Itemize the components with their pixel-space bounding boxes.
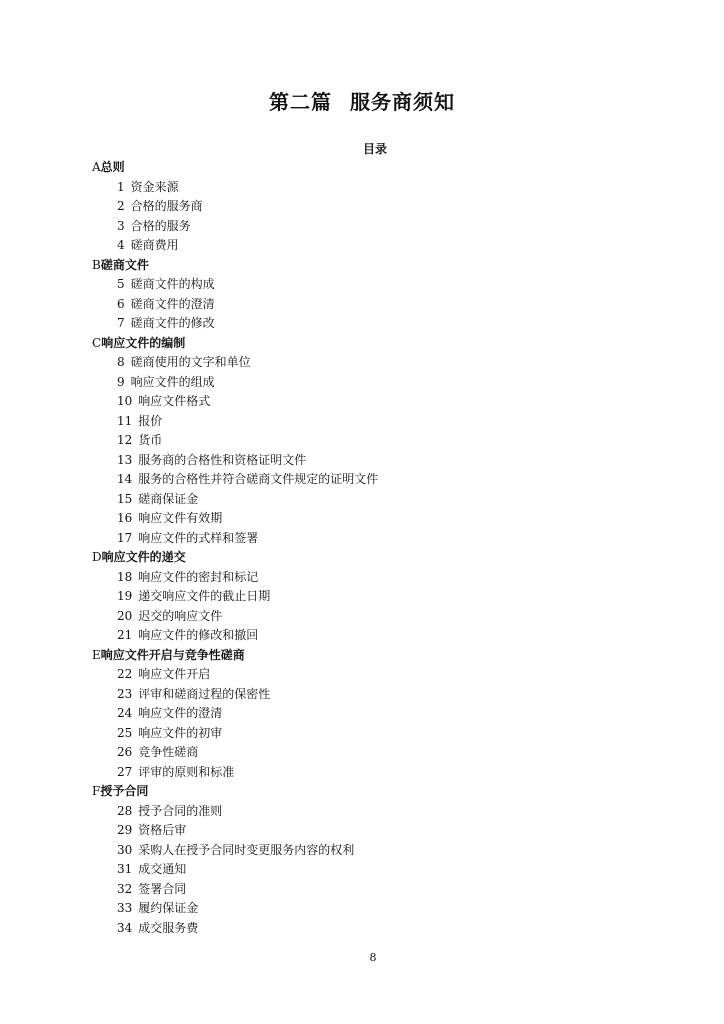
toc-item — [92, 314, 652, 334]
toc-item — [92, 880, 652, 900]
toc-item — [92, 431, 652, 451]
toc-item-text: 评审和磋商过程的保密性 — [138, 686, 271, 701]
toc-item-number: 18 — [117, 569, 133, 584]
toc-item-text: 资金来源 — [130, 179, 179, 194]
toc-item — [92, 919, 652, 939]
toc-item-text: 响应文件的修改和撤回 — [138, 628, 259, 642]
toc-item-number: 30 — [117, 842, 133, 857]
toc-item-text: 成交通知 — [138, 862, 187, 876]
toc-section-heading — [92, 158, 652, 178]
toc-item-text: 服务商的合格性和资格证明文件 — [138, 452, 307, 467]
toc-item-text: 磋商文件的构成 — [130, 277, 215, 291]
toc-item — [92, 490, 652, 510]
toc-item-number: 21 — [117, 628, 133, 642]
toc-item-number: 34 — [117, 920, 133, 935]
toc-item-number: 3 — [117, 218, 125, 233]
toc-item-number: 28 — [117, 803, 133, 818]
toc-item-number: 7 — [117, 316, 125, 330]
toc-item — [92, 899, 652, 919]
toc-item-number: 23 — [117, 686, 133, 701]
toc-item-number: 32 — [117, 881, 133, 896]
toc-item-number: 25 — [117, 725, 133, 740]
toc-item-number: 16 — [117, 511, 133, 525]
toc-item — [92, 353, 652, 373]
toc-item-text: 成交服务费 — [138, 920, 199, 935]
toc-item — [92, 763, 652, 783]
toc-item-number: 27 — [117, 764, 133, 779]
toc-item — [92, 704, 652, 724]
toc-item — [92, 529, 652, 549]
toc-item-text: 响应文件的式样和签署 — [138, 530, 259, 545]
toc-item — [92, 197, 652, 217]
toc-item-number: 10 — [117, 394, 133, 408]
section-letter: A — [92, 160, 101, 174]
toc-item-number: 22 — [117, 667, 133, 681]
title-part: 第二篇 — [269, 90, 332, 114]
toc-item — [92, 392, 652, 412]
toc-item-number: 2 — [117, 199, 125, 213]
toc-item-number: 13 — [117, 452, 133, 467]
section-letter: C — [92, 335, 102, 350]
toc-item-text: 履约保证金 — [138, 901, 199, 915]
toc-item — [92, 236, 652, 256]
section-title: 响应文件开启与竞争性磋商 — [100, 647, 245, 662]
toc-item — [92, 470, 652, 490]
toc-item-text: 响应文件的密封和标记 — [138, 569, 259, 584]
section-title: 授予合同 — [100, 784, 149, 798]
toc-item-text: 递交响应文件的截止日期 — [138, 589, 271, 603]
table-of-contents — [92, 158, 652, 938]
toc-item-text: 响应文件的初审 — [138, 725, 223, 740]
toc-item-number: 20 — [117, 608, 133, 623]
toc-item — [92, 451, 652, 471]
toc-item-text: 评审的原则和标准 — [138, 764, 235, 779]
title-name: 服务商须知 — [350, 90, 455, 114]
toc-item — [92, 217, 652, 237]
section-letter: F — [92, 784, 101, 798]
section-title: 总则 — [100, 160, 125, 174]
page-number: 8 — [369, 951, 377, 964]
toc-item — [92, 665, 652, 685]
toc-item-number: 1 — [117, 179, 125, 194]
toc-item — [92, 821, 652, 841]
toc-item-number: 17 — [117, 530, 133, 545]
toc-item — [92, 802, 652, 822]
section-letter: B — [92, 257, 101, 272]
toc-item — [92, 860, 652, 880]
toc-item — [92, 509, 652, 529]
toc-item-number: 24 — [117, 706, 133, 720]
toc-item-text: 磋商使用的文字和单位 — [130, 355, 251, 369]
toc-item-text: 磋商保证金 — [138, 491, 199, 506]
toc-item — [92, 626, 652, 646]
toc-item-number: 9 — [117, 374, 125, 389]
toc-item — [92, 568, 652, 588]
section-title: 磋商文件 — [100, 257, 149, 272]
toc-item-text: 磋商文件的修改 — [130, 316, 215, 330]
toc-section-heading — [92, 334, 652, 354]
toc-item — [92, 607, 652, 627]
toc-item-number: 6 — [117, 296, 125, 311]
toc-section-heading — [92, 646, 652, 666]
toc-item-number: 11 — [117, 413, 133, 428]
toc-item-number: 33 — [117, 901, 133, 915]
toc-item — [92, 724, 652, 744]
toc-section-heading — [92, 782, 652, 802]
toc-item-number: 8 — [117, 355, 125, 369]
toc-item — [92, 841, 652, 861]
toc-item — [92, 587, 652, 607]
toc-item — [92, 295, 652, 315]
toc-item-number: 29 — [117, 823, 133, 837]
toc-item-text: 磋商文件的澄清 — [130, 296, 215, 311]
toc-item-text: 货币 — [138, 433, 163, 447]
section-letter: E — [92, 647, 101, 662]
toc-item-text: 迟交的响应文件 — [138, 608, 223, 623]
toc-item — [92, 275, 652, 295]
section-title: 响应文件的递交 — [101, 550, 186, 564]
toc-item-number: 14 — [117, 472, 133, 486]
toc-item-text: 竞争性磋商 — [138, 745, 199, 759]
toc-item-number: 5 — [117, 277, 125, 291]
toc-item-text: 资格后审 — [138, 823, 187, 837]
toc-item-text: 服务的合格性并符合磋商文件规定的证明文件 — [138, 472, 379, 486]
toc-item-number: 31 — [117, 862, 133, 876]
section-title: 响应文件的编制 — [101, 335, 186, 350]
toc-item — [92, 685, 652, 705]
toc-item-text: 签署合同 — [138, 881, 187, 896]
toc-item — [92, 373, 652, 393]
toc-item-text: 响应文件的澄清 — [138, 706, 223, 720]
toc-item-number: 4 — [117, 238, 125, 252]
toc-item-number: 26 — [117, 745, 133, 759]
toc-section-heading — [92, 256, 652, 276]
toc-item-text: 响应文件格式 — [138, 394, 211, 408]
toc-item-text: 报价 — [138, 413, 163, 428]
toc-item-number: 19 — [117, 589, 133, 603]
toc-item-text: 响应文件开启 — [138, 667, 211, 681]
toc-item-text: 磋商费用 — [130, 238, 179, 252]
toc-section-heading — [92, 548, 652, 568]
toc-item-text: 授予合同的准则 — [138, 803, 223, 818]
toc-item-text: 响应文件的组成 — [130, 374, 215, 389]
toc-item-text: 合格的服务商 — [130, 199, 203, 213]
toc-item-text: 响应文件有效期 — [138, 511, 223, 525]
toc-heading: 目录 — [362, 142, 387, 156]
toc-item-text: 合格的服务 — [130, 218, 191, 233]
toc-item-number: 12 — [117, 433, 133, 447]
toc-item-text: 采购人在授予合同时变更服务内容的权利 — [138, 842, 355, 857]
page-title — [0, 86, 724, 115]
section-letter: D — [92, 550, 102, 564]
toc-item — [92, 412, 652, 432]
toc-item — [92, 743, 652, 763]
toc-item-number: 15 — [117, 491, 133, 506]
toc-item — [92, 178, 652, 198]
